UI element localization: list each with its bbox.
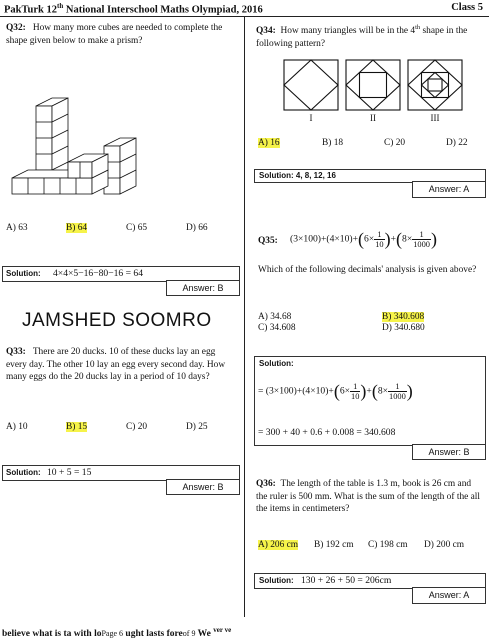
q32-option-b[interactable]: B) 64 (66, 223, 88, 233)
q36-answer: Answer: A (412, 587, 486, 604)
q36-option-d[interactable]: D) 200 cm (424, 540, 465, 550)
q33-option-c[interactable]: C) 20 (126, 422, 148, 432)
q35-solution-line2: = 300 + 40 + 0.6 + 0.008 = 340.608 (258, 427, 396, 438)
q33-solution: 10 + 5 = 15 (47, 467, 92, 478)
q35-solution-box (254, 356, 486, 446)
q34-option-b[interactable]: B) 18 (322, 138, 344, 148)
solution-label: Solution: (259, 171, 294, 180)
cube-stack-figure (8, 94, 158, 206)
q32-solution: 4×4×5−16−80−16 = 64 (53, 268, 144, 279)
q36-option-c[interactable]: C) 198 cm (368, 540, 408, 550)
q33-option-b[interactable]: B) 15 (66, 422, 88, 432)
q34-answer: Answer: A (412, 181, 486, 198)
q34-text: Q34: How many triangles will be in the 4th shape in the following pattern? (256, 24, 468, 49)
q35-text: Which of the following decimals' analysis is given above? (258, 265, 477, 275)
shape-label-ii: II (370, 113, 376, 122)
shape-label-iii: III (430, 113, 440, 122)
q34-option-d[interactable]: D) 22 (446, 138, 468, 148)
solution-label: Solution: (6, 468, 41, 477)
q36-option-b[interactable]: B) 192 cm (314, 540, 354, 550)
q33-option-d[interactable]: D) 25 (186, 422, 208, 432)
header-class: Class 5 (451, 2, 483, 13)
solution-label: Solution: (259, 576, 294, 585)
q34-option-c[interactable]: C) 20 (384, 138, 406, 148)
q32-answer: Answer: B (166, 280, 240, 296)
q36-option-a[interactable]: A) 206 cm (258, 540, 299, 550)
solution-label: Solution: (259, 359, 294, 368)
q36-solution: 130 + 26 + 50 = 206cm (301, 575, 392, 586)
solution-label: Solution: (6, 269, 41, 278)
footer-text: believe what is ta with loPage 6 ught lasts foreof 9 We $^{ver ve}$ (2, 626, 232, 640)
q34-option-a[interactable]: A) 16 (258, 138, 280, 148)
q32-option-c[interactable]: C) 65 (126, 223, 148, 233)
q35-expr-a: (3×100)+(4×10)+ (290, 233, 358, 245)
q32-option-d[interactable]: D) 66 (186, 223, 208, 233)
shape-label-i: I (309, 113, 313, 122)
q35-expression: Q35: (3×100)+(4×10)+(6× $\frac{1}{10}$ )+(8× $\frac{1}{1000}$ ) (258, 229, 437, 250)
q34-solution: 4, 8, 12, 16 (295, 171, 336, 180)
q35-option-b[interactable]: B) 340.608 (382, 312, 425, 322)
page-header (4, 2, 485, 16)
q35-option-d[interactable]: D) 340.680 (382, 323, 425, 333)
header-title: PakTurk 12th National Interschool Maths Olympiad, 2016 (4, 2, 263, 16)
q33-answer: Answer: B (166, 479, 240, 495)
q35-solution-line1: = (3×100)+(4×10)+(6× $\frac{1}{10}$ )+(8× $\frac{1}{1000}$ ) (258, 381, 413, 401)
column-divider (244, 17, 245, 617)
q33-option-a[interactable]: A) 10 (6, 422, 28, 432)
watermark: JAMSHED SOOMRO (22, 310, 212, 331)
triangle-pattern-figure (282, 58, 472, 122)
q36-text: Q36: The length of the table is 1.3 m, book is 26 cm and the ruler is 500 mm. What is the sum of the length of the all the items in centimeters? (256, 479, 481, 515)
q32-option-a[interactable]: A) 63 (6, 223, 28, 233)
q35-option-c[interactable]: C) 34.608 (258, 323, 296, 333)
q32-text: Q32: How many more cubes are needed to complete the shape given below to make a prism? (6, 23, 223, 46)
q35-answer: Answer: B (412, 444, 486, 460)
q35-option-a[interactable]: A) 34.68 (258, 312, 292, 322)
q33-text: Q33: There are 20 ducks. 10 of these ducks lay an egg every day. The other 10 lay an egg every second day. How many eggs do the 20 ducks lay in a period of 10 days? (6, 347, 226, 383)
